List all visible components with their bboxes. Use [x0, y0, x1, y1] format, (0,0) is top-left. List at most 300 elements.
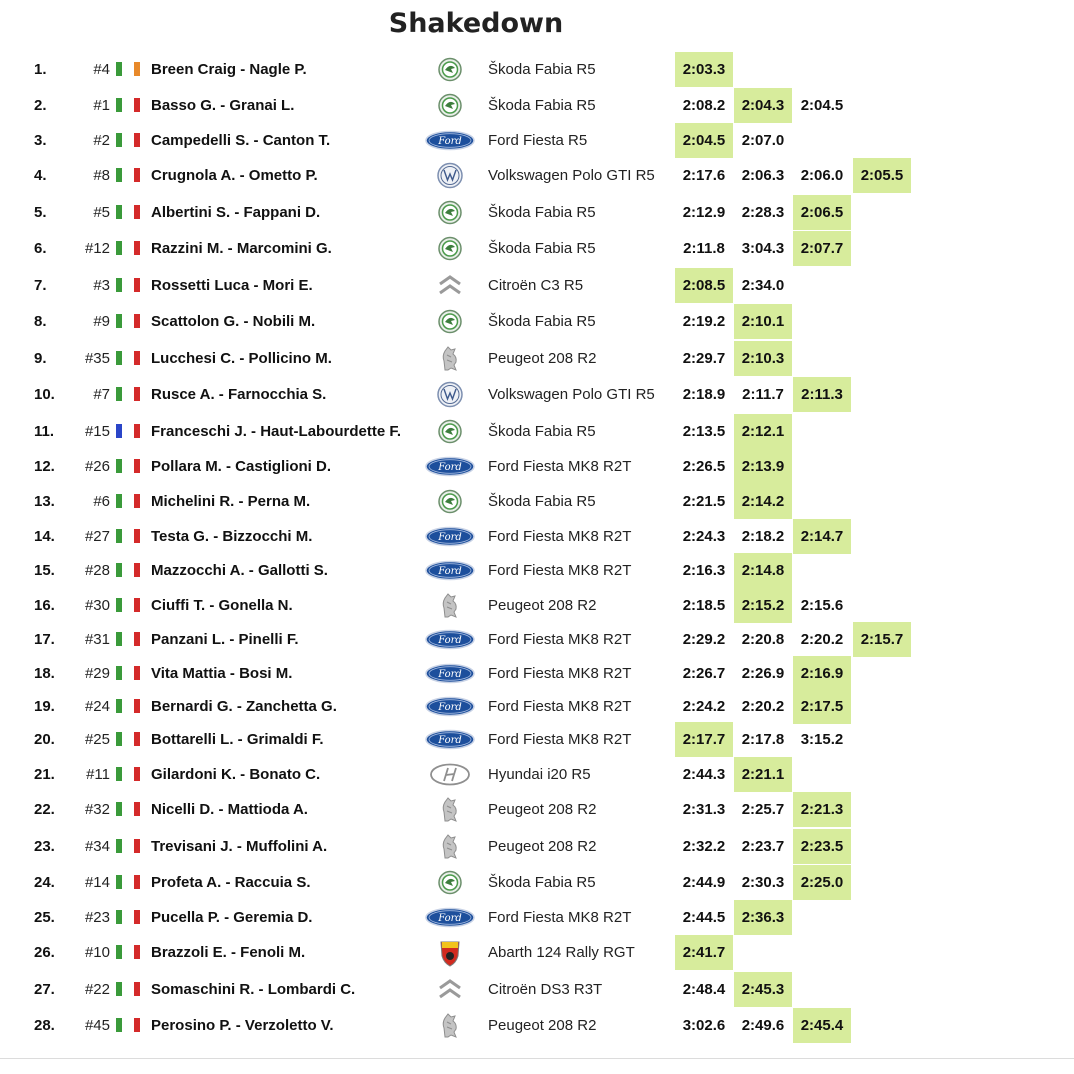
table-row	[0, 268, 1074, 303]
stage-time: 2:28.3	[741, 204, 785, 221]
car-number: #34	[84, 838, 110, 855]
svg-text:Ford: Ford	[438, 566, 462, 577]
position: 12.	[34, 458, 55, 475]
car-model: Ford Fiesta MK8 R2T	[488, 665, 632, 682]
crew-name: Crugnola A. - Ometto P.	[151, 167, 318, 184]
flag-icon	[134, 205, 140, 219]
position: 8.	[34, 313, 47, 330]
svg-text:Ford: Ford	[438, 136, 462, 147]
flag-icon	[116, 910, 122, 924]
best-time: 2:05.5	[853, 158, 911, 193]
abarth-logo	[420, 936, 480, 969]
table-row	[0, 588, 1074, 623]
table-row	[0, 341, 1074, 376]
stage-time: 2:30.3	[741, 874, 785, 891]
flag-icon	[134, 839, 140, 853]
flag-icon	[134, 563, 140, 577]
crew-name: Nicelli D. - Mattioda A.	[151, 801, 308, 818]
peugeot-logo	[420, 793, 480, 826]
best-time: 2:41.7	[675, 935, 733, 970]
car-model: Škoda Fabia R5	[488, 97, 596, 114]
table-row	[0, 231, 1074, 266]
flag-icon	[134, 98, 140, 112]
car-number: #32	[84, 801, 110, 818]
stage-time: 3:02.6	[682, 1017, 726, 1034]
stage-time: 2:44.9	[682, 874, 726, 891]
flag-icon	[116, 982, 122, 996]
position: 21.	[34, 766, 55, 783]
position: 23.	[34, 838, 55, 855]
crew-name: Campedelli S. - Canton T.	[151, 132, 331, 149]
skoda-logo	[420, 485, 480, 518]
stage-time: 3:04.3	[741, 240, 785, 257]
car-model: Škoda Fabia R5	[488, 61, 596, 78]
flag-icon	[134, 241, 140, 255]
crew-name: Ciuffi T. - Gonella N.	[151, 597, 293, 614]
table-row	[0, 377, 1074, 412]
car-number: #26	[84, 458, 110, 475]
table-row	[0, 656, 1074, 691]
stage-time: 2:34.0	[741, 277, 785, 294]
bottom-divider	[0, 1058, 1074, 1059]
position: 17.	[34, 631, 55, 648]
flag-icon	[116, 424, 122, 438]
stage-time: 2:17.8	[741, 731, 785, 748]
car-number: #23	[84, 909, 110, 926]
flag-icon	[134, 802, 140, 816]
stage-time: 2:18.9	[682, 386, 726, 403]
stage-time: 2:11.8	[683, 240, 725, 257]
ford-logo	[420, 657, 480, 690]
stage-time: 2:29.2	[682, 631, 726, 648]
stage-time: 2:06.3	[741, 167, 785, 184]
car-model: Ford Fiesta MK8 R2T	[488, 698, 632, 715]
skoda-logo	[420, 866, 480, 899]
stage-time: 2:48.4	[682, 981, 726, 998]
flag-icon	[116, 666, 122, 680]
flag-icon	[116, 699, 122, 713]
flag-icon	[134, 666, 140, 680]
best-time: 2:11.3	[793, 377, 851, 412]
car-number: #31	[84, 631, 110, 648]
flag-icon	[116, 351, 122, 365]
best-time: 2:25.0	[793, 865, 851, 900]
best-time: 2:08.5	[675, 268, 733, 303]
stage-time: 2:26.7	[682, 665, 726, 682]
car-model: Citroën C3 R5	[488, 277, 584, 294]
best-time: 2:45.4	[793, 1008, 851, 1043]
crew-name: Franceschi J. - Haut-Labourdette F.	[151, 423, 402, 440]
stage-time: 2:07.0	[741, 132, 785, 149]
svg-text:Ford: Ford	[438, 735, 462, 746]
position: 11.	[34, 423, 55, 440]
peugeot-logo	[420, 830, 480, 863]
crew-name: Basso G. - Granai L.	[151, 97, 295, 114]
car-number: #22	[84, 981, 110, 998]
car-model: Ford Fiesta R5	[488, 132, 588, 149]
best-time: 2:15.7	[853, 622, 911, 657]
position: 1.	[34, 61, 47, 78]
table-row	[0, 553, 1074, 588]
stage-time: 2:20.2	[741, 698, 785, 715]
citroen-logo	[420, 973, 480, 1006]
crew-name: Pollara M. - Castiglioni D.	[151, 458, 332, 475]
crew-name: Razzini M. - Marcomini G.	[151, 240, 332, 257]
table-row	[0, 304, 1074, 339]
table-row	[0, 722, 1074, 757]
stage-time: 2:23.7	[741, 838, 785, 855]
crew-name: Rusce A. - Farnocchia S.	[151, 386, 327, 403]
flag-icon	[116, 133, 122, 147]
car-number: #2	[93, 132, 110, 149]
car-number: #15	[84, 423, 110, 440]
car-model: Ford Fiesta MK8 R2T	[488, 731, 632, 748]
car-model: Škoda Fabia R5	[488, 493, 596, 510]
car-number: #25	[84, 731, 110, 748]
crew-name: Lucchesi C. - Pollicino M.	[151, 350, 332, 367]
position: 5.	[34, 204, 47, 221]
position: 26.	[34, 944, 55, 961]
best-time: 2:04.3	[734, 88, 792, 123]
table-row	[0, 88, 1074, 123]
car-model: Škoda Fabia R5	[488, 313, 596, 330]
flag-icon	[134, 699, 140, 713]
flag-icon	[116, 387, 122, 401]
skoda-logo	[420, 53, 480, 86]
best-time: 2:10.3	[734, 341, 792, 376]
stage-time: 2:44.3	[682, 766, 726, 783]
flag-icon	[116, 875, 122, 889]
flag-icon	[116, 205, 122, 219]
table-row	[0, 449, 1074, 484]
skoda-logo	[420, 232, 480, 265]
peugeot-logo	[420, 342, 480, 375]
position: 9.	[34, 350, 47, 367]
position: 14.	[34, 528, 55, 545]
stage-time: 2:24.2	[682, 698, 726, 715]
crew-name: Scattolon G. - Nobili M.	[151, 313, 316, 330]
flag-icon	[116, 529, 122, 543]
crew-name: Panzani L. - Pinelli F.	[151, 631, 299, 648]
flag-icon	[116, 278, 122, 292]
car-number: #5	[93, 204, 110, 221]
car-model: Volkswagen Polo GTI R5	[488, 386, 655, 403]
car-number: #24	[84, 698, 110, 715]
stage-time: 2:26.5	[682, 458, 726, 475]
stage-time: 2:13.5	[682, 423, 726, 440]
car-model: Abarth 124 Rally RGT	[488, 944, 635, 961]
crew-name: Albertini S. - Fappani D.	[151, 204, 321, 221]
car-number: #35	[84, 350, 110, 367]
ford-logo	[420, 450, 480, 483]
best-time: 2:12.1	[734, 414, 792, 449]
flag-icon	[134, 945, 140, 959]
flag-icon	[134, 459, 140, 473]
stage-time: 2:32.2	[682, 838, 726, 855]
flag-icon	[116, 62, 122, 76]
best-time: 2:14.8	[734, 553, 792, 588]
flag-icon	[134, 133, 140, 147]
crew-name: Michelini R. - Perna M.	[151, 493, 311, 510]
stage-time: 2:24.3	[682, 528, 726, 545]
best-time: 2:17.7	[675, 722, 733, 757]
flag-icon	[134, 314, 140, 328]
car-number: #30	[84, 597, 110, 614]
flag-icon	[134, 598, 140, 612]
car-model: Škoda Fabia R5	[488, 874, 596, 891]
stage-time: 2:18.2	[741, 528, 785, 545]
ford-logo	[420, 520, 480, 553]
best-time: 2:14.2	[734, 484, 792, 519]
car-number: #14	[84, 874, 110, 891]
position: 24.	[34, 874, 55, 891]
stage-time: 2:49.6	[741, 1017, 785, 1034]
car-number: #6	[93, 493, 110, 510]
flag-icon	[134, 494, 140, 508]
position: 13.	[34, 493, 55, 510]
table-row	[0, 52, 1074, 87]
stage-time: 2:19.2	[682, 313, 726, 330]
car-number: #29	[84, 665, 110, 682]
best-time: 2:16.9	[793, 656, 851, 691]
flag-icon	[134, 767, 140, 781]
flag-icon	[134, 168, 140, 182]
citroen-logo	[420, 269, 480, 302]
car-model: Citroën DS3 R3T	[488, 981, 603, 998]
position: 16.	[34, 597, 55, 614]
flag-icon	[134, 529, 140, 543]
flag-icon	[116, 945, 122, 959]
flag-icon	[116, 241, 122, 255]
table-row	[0, 792, 1074, 827]
flag-icon	[116, 563, 122, 577]
flag-icon	[134, 732, 140, 746]
flag-icon	[116, 598, 122, 612]
car-model: Hyundai i20 R5	[488, 766, 591, 783]
svg-text:Ford: Ford	[438, 635, 462, 646]
stage-time: 2:20.8	[741, 631, 785, 648]
flag-icon	[116, 802, 122, 816]
stage-time: 2:25.7	[741, 801, 785, 818]
position: 10.	[34, 386, 55, 403]
best-time: 2:04.5	[675, 123, 733, 158]
car-model: Škoda Fabia R5	[488, 204, 596, 221]
flag-icon	[116, 1018, 122, 1032]
best-time: 2:06.5	[793, 195, 851, 230]
flag-icon	[116, 767, 122, 781]
table-row	[0, 123, 1074, 158]
skoda-logo	[420, 89, 480, 122]
crew-name: Pucella P. - Geremia D.	[151, 909, 313, 926]
car-number: #45	[84, 1017, 110, 1034]
svg-text:Ford: Ford	[438, 669, 462, 680]
crew-name: Brazzoli E. - Fenoli M.	[151, 944, 306, 961]
vw-logo	[420, 159, 480, 192]
flag-icon	[134, 424, 140, 438]
table-row	[0, 689, 1074, 724]
car-model: Ford Fiesta MK8 R2T	[488, 528, 632, 545]
position: 27.	[34, 981, 55, 998]
svg-text:Ford: Ford	[438, 532, 462, 543]
position: 20.	[34, 731, 55, 748]
stage-time: 2:08.2	[682, 97, 726, 114]
best-time: 2:23.5	[793, 829, 851, 864]
best-time: 2:03.3	[675, 52, 733, 87]
position: 2.	[34, 97, 47, 114]
car-number: #10	[84, 944, 110, 961]
position: 6.	[34, 240, 47, 257]
flag-icon	[134, 1018, 140, 1032]
best-time: 2:15.2	[734, 588, 792, 623]
table-row	[0, 484, 1074, 519]
table-row	[0, 757, 1074, 792]
stage-time: 2:29.7	[682, 350, 726, 367]
crew-name: Testa G. - Bizzocchi M.	[151, 528, 313, 545]
crew-name: Somaschini R. - Lombardi C.	[151, 981, 356, 998]
flag-icon	[134, 910, 140, 924]
ford-logo	[420, 901, 480, 934]
flag-icon	[116, 98, 122, 112]
vw-logo	[420, 378, 480, 411]
table-row	[0, 519, 1074, 554]
crew-name: Vita Mattia - Bosi M.	[151, 665, 293, 682]
car-model: Peugeot 208 R2	[488, 1017, 597, 1034]
ford-logo	[420, 554, 480, 587]
position: 7.	[34, 277, 47, 294]
flag-icon	[116, 459, 122, 473]
position: 22.	[34, 801, 55, 818]
crew-name: Mazzocchi A. - Gallotti S.	[151, 562, 328, 579]
flag-icon	[116, 494, 122, 508]
car-model: Škoda Fabia R5	[488, 240, 596, 257]
flag-icon	[134, 62, 140, 76]
best-time: 2:14.7	[793, 519, 851, 554]
car-model: Peugeot 208 R2	[488, 597, 597, 614]
car-model: Ford Fiesta MK8 R2T	[488, 458, 632, 475]
car-number: #8	[93, 167, 110, 184]
position: 18.	[34, 665, 55, 682]
position: 25.	[34, 909, 55, 926]
car-model: Peugeot 208 R2	[488, 801, 597, 818]
stage-time: 2:12.9	[682, 204, 726, 221]
svg-text:Ford: Ford	[438, 913, 462, 924]
table-row	[0, 829, 1074, 864]
stage-time: 2:18.5	[682, 597, 726, 614]
flag-icon	[116, 168, 122, 182]
car-number: #4	[93, 61, 110, 78]
flag-icon	[134, 387, 140, 401]
page-title: Shakedown	[388, 8, 564, 39]
position: 15.	[34, 562, 55, 579]
svg-text:Ford: Ford	[438, 462, 462, 473]
position: 3.	[34, 132, 47, 149]
flag-icon	[116, 839, 122, 853]
ford-logo	[420, 623, 480, 656]
flag-icon	[116, 632, 122, 646]
car-model: Ford Fiesta MK8 R2T	[488, 909, 632, 926]
flag-icon	[134, 351, 140, 365]
car-number: #7	[93, 386, 110, 403]
crew-name: Bottarelli L. - Grimaldi F.	[151, 731, 324, 748]
stage-time: 2:04.5	[800, 97, 844, 114]
flag-icon	[134, 632, 140, 646]
flag-icon	[134, 278, 140, 292]
table-row	[0, 158, 1074, 193]
flag-icon	[116, 732, 122, 746]
hyundai-logo	[420, 758, 480, 791]
table-row	[0, 1008, 1074, 1043]
best-time: 2:36.3	[734, 900, 792, 935]
flag-icon	[116, 314, 122, 328]
position: 19.	[34, 698, 55, 715]
flag-icon	[134, 875, 140, 889]
car-number: #3	[93, 277, 110, 294]
car-model: Ford Fiesta MK8 R2T	[488, 631, 632, 648]
car-number: #27	[84, 528, 110, 545]
stage-time: 2:17.6	[682, 167, 726, 184]
flag-icon	[134, 982, 140, 996]
position: 4.	[34, 167, 47, 184]
best-time: 2:45.3	[734, 972, 792, 1007]
crew-name: Gilardoni K. - Bonato C.	[151, 766, 321, 783]
table-row	[0, 900, 1074, 935]
best-time: 2:13.9	[734, 449, 792, 484]
stage-time: 2:06.0	[800, 167, 844, 184]
crew-name: Bernardi G. - Zanchetta G.	[151, 698, 337, 715]
car-number: #1	[93, 97, 110, 114]
stage-time: 2:11.7	[742, 386, 784, 403]
best-time: 2:21.1	[734, 757, 792, 792]
crew-name: Perosino P. - Verzoletto V.	[151, 1017, 334, 1034]
best-time: 2:17.5	[793, 689, 851, 724]
car-model: Peugeot 208 R2	[488, 838, 597, 855]
best-time: 2:21.3	[793, 792, 851, 827]
position: 28.	[34, 1017, 55, 1034]
stage-time: 3:15.2	[800, 731, 844, 748]
car-number: #11	[86, 766, 110, 783]
car-model: Škoda Fabia R5	[488, 423, 596, 440]
stage-time: 2:15.6	[800, 597, 844, 614]
skoda-logo	[420, 415, 480, 448]
stage-time: 2:26.9	[741, 665, 785, 682]
peugeot-logo	[420, 1009, 480, 1042]
table-row	[0, 414, 1074, 449]
skoda-logo	[420, 196, 480, 229]
car-model: Ford Fiesta MK8 R2T	[488, 562, 632, 579]
stage-time: 2:16.3	[682, 562, 726, 579]
ford-logo	[420, 723, 480, 756]
crew-name: Trevisani J. - Muffolini A.	[151, 838, 328, 855]
car-number: #12	[84, 240, 110, 257]
car-number: #28	[84, 562, 110, 579]
table-row	[0, 622, 1074, 657]
table-row	[0, 195, 1074, 230]
table-row	[0, 935, 1074, 970]
ford-logo	[420, 690, 480, 723]
best-time: 2:07.7	[793, 231, 851, 266]
table-row	[0, 865, 1074, 900]
ford-logo	[420, 124, 480, 157]
table-row	[0, 972, 1074, 1007]
car-model: Peugeot 208 R2	[488, 350, 597, 367]
crew-name: Rossetti Luca - Mori E.	[151, 277, 313, 294]
best-time: 2:10.1	[734, 304, 792, 339]
car-number: #9	[93, 313, 110, 330]
crew-name: Breen Craig - Nagle P.	[151, 61, 307, 78]
peugeot-logo	[420, 589, 480, 622]
skoda-logo	[420, 305, 480, 338]
svg-text:Ford: Ford	[438, 702, 462, 713]
